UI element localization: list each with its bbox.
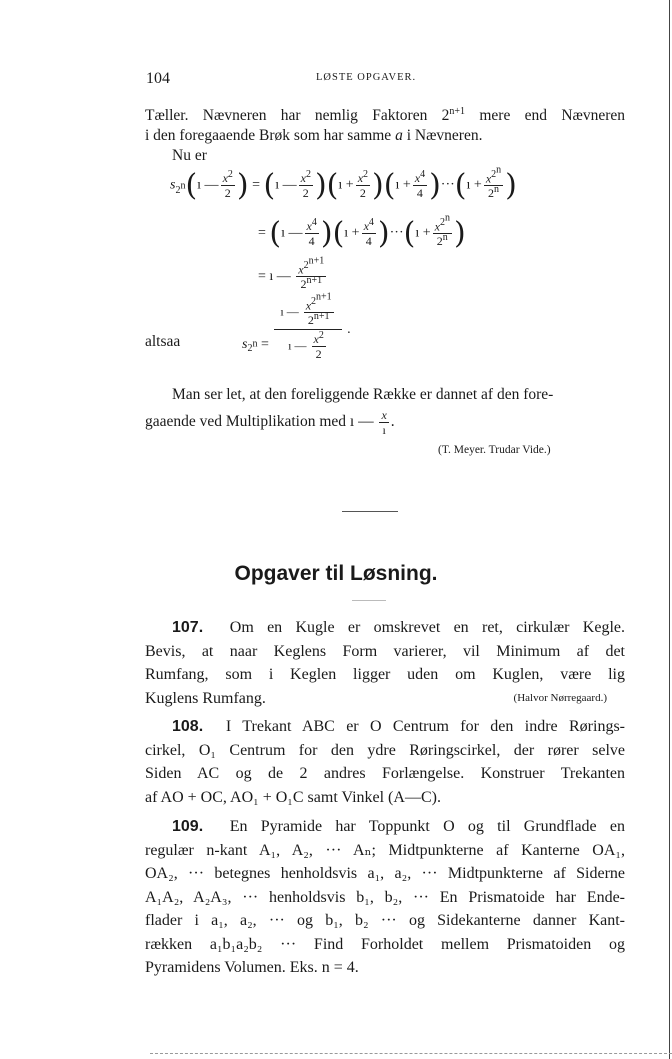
equation-line-2: = (ı — $\frac{x^4}{4}$ )(ı + $\frac{x^4}{4}$ )···(ı + $\frac{x^{2^n}}{2^n}$ ) [258,212,466,251]
problem-109: 109. En Pyramide har Toppunkt O og til Grundflade en regulær n-kant A₁, A₂, ··· Aₙ; Midtpunkterne af Kanterne OA₁, OA₂, ··· betegnes henholdsvis a₁, a₂, ··· Midtpunkterne af Siderne A₁A₂, A₂A₃, ··· henholdsvis b₁, b₂, ··· En Prismatoide har Ende- flader i a₁, a₂, ··· og b₁, b₂ ··· og Sidekanterne danner Kant- rækken a₁b₁a₂b₂ ··· Find Forholdet mellem Prismatoiden og Pyramidens Volumen. Eks. n = 4. [145,818,626,976]
problem-number: 107. [172,619,204,636]
section-heading: Opgaver til Løsning. [234,562,438,585]
running-title: LØSTE OPGAVER. [316,72,417,83]
problem-108: 108. I Trekant ABC er O Centrum for den indre Rørings- cirkel, O₁ Centrum for den ydre Røringscirkel, der rører selve Siden AC og de 2 andres Forlængelse. Konstruer Trekanten af AO + OC, AO₁ + O₁C samt Vinkel (A—C). [145,718,625,806]
solution-line-1: Tæller. Nævneren har nemlig Faktoren $2^{n+1}$ mere end Nævneren [145,105,626,124]
altsaa-label: altsaa [145,333,181,350]
solution-line-3: Nu er [172,147,207,164]
conclusion-line-2: gaaende ved Multiplikation med ı — $\frac{x}{ı}$ . [145,408,395,437]
equation-line-4: $s_{2^n}$ = ı — $\frac{x^{2^{n+1}}}{2^{n+1}}$ ı — $\frac{x^2}{2}$ . [242,292,351,362]
problem-number: 108. [172,718,204,735]
page-number: 104 [146,70,170,87]
problem-credit: (Halvor Nørregaard.) [513,691,607,704]
problem-107: 107. Om en Kugle er omskrevet en ret, cirkulær Kegle. Bevis, at naar Keglens Form varierer, vil Minimum af det Rumfang, som i Keglen ligger uden om Kuglen, være lig Kuglens Rumfang. (Halvor Nørregaard.) [145,616,625,710]
page-bottom-edge [150,1053,672,1055]
page-edge [669,0,670,1059]
heading-rule [352,600,386,601]
equation-line-3: = ı — $\frac{x^{2^{n+1}}}{2^{n+1}}$ [258,256,325,292]
solution-credit: (T. Meyer. Trudar Vide.) [438,444,551,456]
conclusion-line-1: Man ser let, at den foreliggende Række er dannet af den fore- [172,386,554,403]
equation-line-1: $s_{2^n}(ı$ — $\frac{x^2}{2}$ ) = (ı — $\frac{x^2}{2}$ )(ı + $\frac{x^2}{2}$ )(ı + $\frac{x^4}{4}$ )···(ı + $\frac{x^{2^n}}{2^n}$ ) [170,164,517,203]
problem-number: 109. [172,818,204,835]
solution-line-2: i den foregaaende Brøk som har samme a i Nævneren. [145,127,483,144]
section-divider [342,511,398,512]
